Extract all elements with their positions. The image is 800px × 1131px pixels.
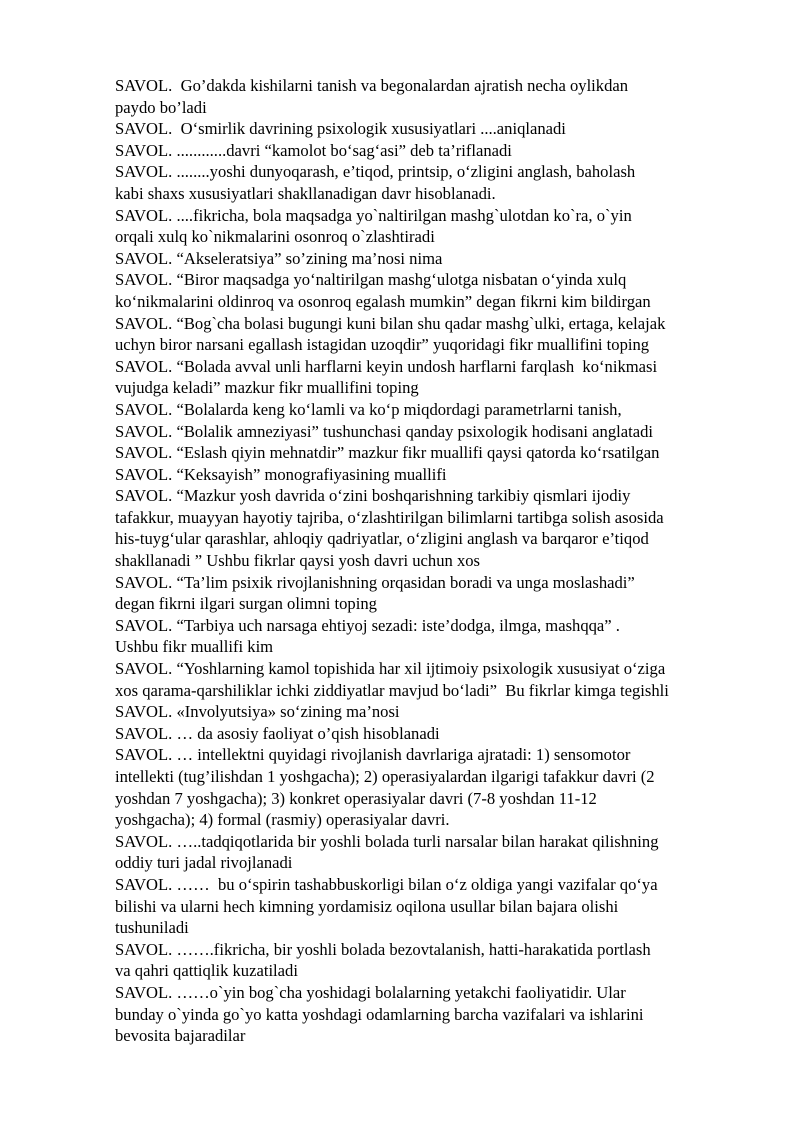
question-text-line: SAVOL. ............davri “kamolot bo‘sag‘asi” deb ta’riflanadi [115,140,512,160]
question-text-line: Ushbu fikr muallifi kim [115,637,274,657]
question-text-line: SAVOL. “Yoshlarning kamol topishida har xil ijtimoiy psixologik xususiyat o‘ziga [115,659,666,679]
question-text-line: bevosita bajaradilar [115,1026,246,1046]
question-item [115,723,750,745]
question-text-line: paydo bo’ladi [115,97,207,117]
question-item [115,874,750,939]
question-list [115,75,750,1047]
question-text-line: SAVOL. “Bolalik amneziyasi” tushunchasi qanday psixologik hodisani anglatadi [115,421,653,441]
question-item [115,442,750,464]
question-item [115,982,750,1047]
question-item [115,744,750,830]
question-text-line: SAVOL. “Akseleratsiya” so’zining ma’nosi nima [115,248,443,268]
question-text-line: SAVOL. …… bu o‘spirin tashabbuskorligi bilan o‘z oldiga yangi vazifalar qo‘ya [115,874,658,894]
question-text-line: tushuniladi [115,918,189,938]
question-item [115,248,750,270]
question-text-line: vujudga keladi” mazkur fikr muallifini toping [115,378,419,398]
question-text-line: SAVOL. “Bolada avval unli harflarni keyin undosh harflarni farqlash ko‘nikmasi [115,356,658,376]
question-text-line: SAVOL. “Tarbiya uch narsaga ehtiyoj sezadi: iste’dodga, ilmga, mashqqa” . [115,615,620,635]
question-text-line: SAVOL. … da asosiy faoliyat o’qish hisoblanadi [115,723,440,743]
question-text-line: intellekti (tug’ilishdan 1 yoshgacha); 2) operasiyalardan ilgarigi tafakkur davri (2 [115,767,655,786]
question-item [115,75,750,118]
question-text-line: yoshgacha); 4) formal (rasmiy) operasiyalar davri. [115,810,450,830]
question-item [115,118,750,140]
question-item [115,572,750,615]
question-text-line: uchyn biror narsani egallash istagidan uzoqdir” yuqoridagi fikr muallifini toping [115,335,650,355]
question-item [115,485,750,571]
question-text-line: orqali xulq ko`nikmalarini osonroq o`zlashtiradi [115,227,435,247]
question-item [115,313,750,356]
question-text-line: degan fikrni ilgari surgan olimni toping [115,594,377,614]
question-text-line: tafakkur, muayyan hayotiy tajriba, o‘zlashtirilgan bilimlarni tartibga solish asosida [115,507,664,527]
question-item [115,205,750,248]
question-item [115,399,750,421]
question-text-line: SAVOL. … intellektni quyidagi rivojlanish davrlariga ajratadi: 1) sensomotor [115,745,631,765]
question-item [115,701,750,723]
question-item [115,356,750,399]
question-text-line: SAVOL. …..tadqiqotlarida bir yoshli bolada turli narsalar bilan harakat qilishning [115,831,659,851]
question-text-line: SAVOL. “Bog`cha bolasi bugungi kuni bilan shu qadar mashg`ulki, ertaga, kelajak [115,313,666,333]
question-text-line: SAVOL. “Keksayish” monografiyasining muallifi [115,464,447,484]
question-item [115,831,750,874]
question-text-line: SAVOL. ....fikricha, bola maqsadga yo`naltirilgan mashg`ulotdan ko`ra, o`yin [115,205,632,225]
question-text-line: SAVOL. “Biror maqsadga yo‘naltirilgan mashg‘ulotga nisbatan o‘yinda xulq [115,270,627,290]
question-text-line: SAVOL. “Mazkur yosh davrida o‘zini boshqarishning tarkibiy qismlari ijodiy [115,486,631,506]
question-item [115,658,750,701]
question-text-line: ko‘nikmalarini oldinroq va osonroq egalash mumkin” degan fikrni kim bildirgan [115,291,651,311]
question-item [115,464,750,486]
question-text-line: kabi shaxs xususiyatlari shakllanadigan davr hisoblanadi. [115,183,496,203]
question-text-line: SAVOL. O‘smirlik davrining psixologik xususiyatlari ....aniqlanadi [115,119,566,139]
question-item [115,421,750,443]
question-text-line: shakllanadi ” Ushbu fikrlar qaysi yosh davri uchun xos [115,551,480,571]
question-item [115,161,750,204]
question-text-line: oddiy turi jadal rivojlanadi [115,853,293,873]
question-item [115,615,750,658]
question-item [115,269,750,312]
question-text-line: his-tuyg‘ular qarashlar, ahloqiy qadriyatlar, o‘zligini anglash va barqaror e’tiqod [115,529,649,549]
question-text-line: SAVOL. «Involyutsiya» so‘zining ma’nosi [115,702,400,722]
question-item [115,939,750,982]
question-text-line: SAVOL. …….fikricha, bir yoshli bolada bezovtalanish, hatti-harakatida portlash [115,939,651,959]
question-text-line: bunday o`yinda go`yo katta yoshdagi odamlarning barcha vazifalari va ishlarini [115,1004,644,1024]
question-text-line: bilishi va ularni hech kimning yordamisiz oqilona usullar bilan bajara olishi [115,896,619,916]
question-text-line: SAVOL. Go’dakda kishilarni tanish va begonalardan ajratish necha oylikdan [115,76,629,95]
question-text-line: SAVOL. “Bolalarda keng ko‘lamli va ko‘p miqdordagi parametrlarni tanish, [115,399,622,419]
question-text-line: SAVOL. “Ta’lim psixik rivojlanishning orqasidan boradi va unga moslashadi” [115,572,635,592]
question-text-line: yoshdan 7 yoshgacha); 3) konkret operasiyalar davri (7-8 yoshdan 11-12 [115,788,597,808]
question-text-line: SAVOL. ........yoshi dunyoqarash, e’tiqod, printsip, o‘zligini anglash, baholash [115,162,636,182]
question-text-line: SAVOL. ……o`yin bog`cha yoshidagi bolalarning yetakchi faoliyatidir. Ular [115,982,626,1002]
question-text-line: va qahri qattiqlik kuzatiladi [115,961,298,981]
question-item [115,140,750,162]
question-text-line: xos qarama-qarshiliklar ichki ziddiyatlar mavjud bo‘ladi” Bu fikrlar kimga tegishli [115,680,669,700]
question-text-line: SAVOL. “Eslash qiyin mehnatdir” mazkur fikr muallifi qaysi qatorda ko‘rsatilgan [115,443,660,463]
